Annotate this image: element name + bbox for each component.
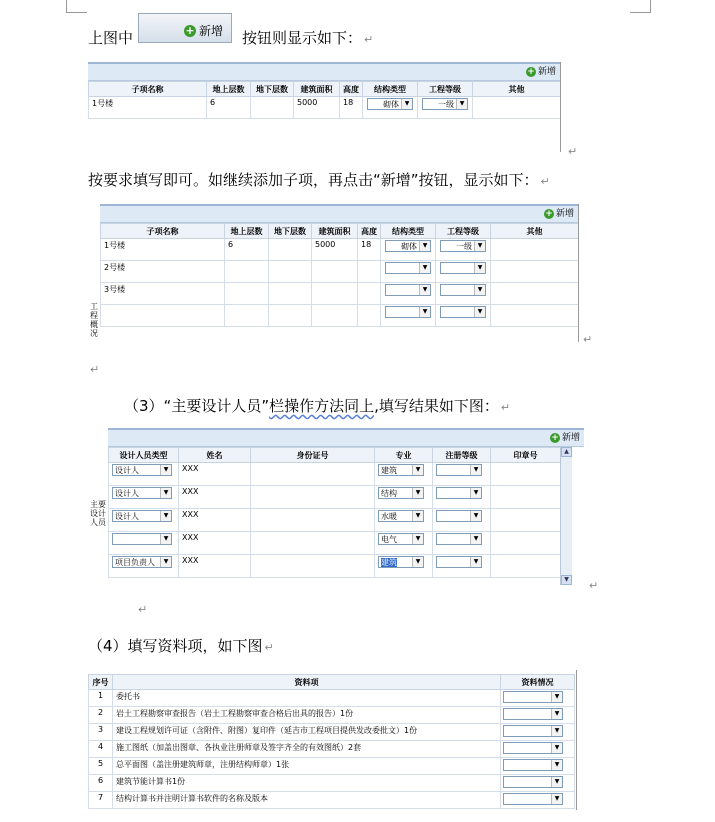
- cell-name-text: 3号楼: [104, 285, 126, 294]
- cell-height[interactable]: [340, 97, 363, 119]
- major-select-value: 建筑: [381, 558, 397, 567]
- chevron-down-icon: ▼: [470, 488, 481, 498]
- cell-status: [501, 741, 575, 758]
- chevron-down-icon: ▼: [551, 760, 562, 770]
- paragraph-mark: ↵: [138, 603, 148, 616]
- cell-type: [109, 463, 179, 486]
- column-header: 结构类型: [363, 82, 418, 97]
- crop-mark-right: [630, 0, 651, 13]
- major-select-value: 水暖: [381, 512, 397, 521]
- paragraph-3: （3）“主要设计人员”栏操作方法同上,填写结果如下图： ↵: [124, 397, 511, 415]
- cell-type: [109, 486, 179, 509]
- paragraph-2: 按要求填写即可。如继续添加子项，再点击“新增”按钮，显示如下： ↵: [88, 171, 550, 189]
- table-row: [89, 792, 575, 809]
- cell-status: [501, 690, 575, 707]
- cell-id[interactable]: [251, 532, 375, 555]
- column-header: 资料情况: [501, 675, 575, 690]
- cell-height-text: 18: [343, 98, 354, 107]
- chevron-down-icon: ▼: [474, 241, 485, 251]
- struct-select-value: 砌体: [383, 100, 399, 109]
- scroll-down-icon[interactable]: ▼: [561, 575, 572, 585]
- chevron-down-icon: ▼: [470, 534, 481, 544]
- cell-name-text: XXX: [182, 556, 199, 565]
- plus-icon: +: [545, 209, 553, 219]
- cell-struct: [363, 97, 418, 119]
- cell-item: 结构计算书并注明计算书软件的名称及版本: [113, 792, 501, 809]
- major-select[interactable]: [378, 533, 424, 545]
- cell-below[interactable]: [269, 305, 312, 327]
- cell-area[interactable]: [312, 239, 358, 261]
- cell-struct: [381, 261, 436, 283]
- grade-select[interactable]: [440, 262, 486, 274]
- side-label-overview: 工 程 概 况: [90, 302, 98, 338]
- cell-no: 1: [89, 690, 113, 707]
- designer-type-select-value: 设计人: [115, 489, 139, 498]
- table-row: [89, 724, 575, 741]
- level-select[interactable]: [436, 533, 482, 545]
- chevron-down-icon: ▼: [160, 534, 171, 544]
- add-button[interactable]: + 新增: [545, 209, 574, 219]
- paragraph-mark: ↵: [589, 579, 599, 592]
- column-header: 地上层数: [207, 82, 251, 97]
- cell-name[interactable]: [89, 97, 207, 119]
- chevron-down-icon: ▼: [474, 263, 485, 273]
- cell-area[interactable]: [312, 305, 358, 327]
- status-select[interactable]: [503, 776, 563, 788]
- chevron-down-icon: ▼: [160, 511, 171, 521]
- scroll-up-icon[interactable]: ▲: [561, 447, 572, 457]
- cell-status: [501, 792, 575, 809]
- cell-name[interactable]: [101, 305, 225, 327]
- chevron-down-icon: ▼: [412, 534, 423, 544]
- cell-level: [433, 532, 491, 555]
- table-row: [109, 463, 561, 486]
- struct-select[interactable]: [385, 262, 431, 274]
- chevron-down-icon: ▼: [412, 511, 423, 521]
- major-select[interactable]: [378, 510, 424, 522]
- cell-seal[interactable]: [491, 532, 561, 555]
- cell-name[interactable]: [101, 283, 225, 305]
- chevron-down-icon: ▼: [551, 777, 562, 787]
- designer-type-select[interactable]: [112, 533, 172, 545]
- designer-table-screenshot: [88, 428, 584, 586]
- paragraph-4: （4）填写资料项，如下图 ↵: [88, 637, 274, 655]
- cell-area[interactable]: [312, 261, 358, 283]
- cell-level: [433, 486, 491, 509]
- plus-icon: +: [185, 23, 195, 37]
- chevron-down-icon: ▼: [160, 488, 171, 498]
- cell-height[interactable]: [358, 283, 381, 305]
- column-header: 地上层数: [225, 224, 269, 239]
- chevron-down-icon: ▼: [551, 743, 562, 753]
- table-header-row: [89, 675, 575, 690]
- table-row: [89, 690, 575, 707]
- cell-name[interactable]: [101, 239, 225, 261]
- paragraph-mark: ↵: [90, 363, 100, 376]
- column-header: 建筑面积: [312, 224, 358, 239]
- grade-select[interactable]: [440, 240, 486, 252]
- cell-id[interactable]: [251, 509, 375, 532]
- level-select[interactable]: [436, 556, 482, 568]
- struct-select[interactable]: [385, 306, 431, 318]
- cell-height-text: 18: [361, 240, 372, 249]
- cell-item: 岩土工程勘察审查报告（岩土工程勘察审查合格后出具的报告）1份: [113, 707, 501, 724]
- subitem-table-2: [100, 223, 579, 327]
- cell-name[interactable]: [179, 486, 251, 509]
- cell-height[interactable]: [358, 305, 381, 327]
- struct-select[interactable]: [385, 240, 431, 252]
- struct-select-value: 砌体: [401, 242, 417, 251]
- column-header: 身份证号: [251, 448, 375, 463]
- cell-id[interactable]: [251, 463, 375, 486]
- designer-type-select[interactable]: [112, 556, 172, 568]
- column-header: 子项名称: [89, 82, 207, 97]
- cell-item: 总平面图（盖注册建筑师章，注册结构师章）1张: [113, 758, 501, 775]
- grade-select[interactable]: [440, 284, 486, 296]
- cell-level: [433, 509, 491, 532]
- chevron-down-icon: ▼: [412, 465, 423, 475]
- chevron-down-icon: ▼: [470, 465, 481, 475]
- cell-name-text: XXX: [182, 464, 199, 473]
- cell-type: [109, 555, 179, 578]
- cell-name-text: XXX: [182, 510, 199, 519]
- cell-grade: [436, 239, 491, 261]
- column-header: 姓名: [179, 448, 251, 463]
- cell-above[interactable]: [225, 283, 269, 305]
- grade-select-value: 一级: [456, 242, 472, 251]
- cell-grade: [436, 305, 491, 327]
- chevron-down-icon: ▼: [456, 99, 467, 109]
- cell-name[interactable]: [179, 532, 251, 555]
- add-button[interactable]: + 新增: [551, 433, 580, 443]
- grade-select-value: 一级: [438, 100, 454, 109]
- grade-select[interactable]: [440, 306, 486, 318]
- column-header: 其他: [491, 224, 579, 239]
- column-header: 印章号: [491, 448, 561, 463]
- cell-level: [433, 463, 491, 486]
- cell-type: [109, 509, 179, 532]
- cell-no: 5: [89, 758, 113, 775]
- intro-before: 上图中: [88, 29, 134, 47]
- designer-type-select-value: 项目负责人: [115, 558, 155, 567]
- chevron-down-icon: ▼: [401, 99, 412, 109]
- cell-status: [501, 724, 575, 741]
- column-header: 结构类型: [381, 224, 436, 239]
- chevron-down-icon: ▼: [474, 285, 485, 295]
- cell-struct: [381, 305, 436, 327]
- cell-area-text: 5000: [315, 240, 336, 249]
- cell-seal[interactable]: [491, 555, 561, 578]
- cell-item: 委托书: [113, 690, 501, 707]
- cell-struct: [381, 283, 436, 305]
- cell-other[interactable]: [491, 239, 579, 261]
- struct-select[interactable]: [385, 284, 431, 296]
- material-table: [88, 674, 575, 809]
- cell-status: [501, 775, 575, 792]
- cell-height[interactable]: [358, 239, 381, 261]
- table-row: [101, 239, 579, 261]
- column-header: 高度: [358, 224, 381, 239]
- cell-name[interactable]: [179, 509, 251, 532]
- cell-major: [375, 486, 433, 509]
- table-row: [109, 555, 561, 578]
- level-select[interactable]: [436, 510, 482, 522]
- cell-other[interactable]: [491, 305, 579, 327]
- subitem-table-screenshot-2: [88, 204, 579, 342]
- chevron-down-icon: ▼: [551, 726, 562, 736]
- column-header: 其他: [473, 82, 561, 97]
- intro-after-text: 按钮则显示如下： ↵: [242, 29, 374, 47]
- chevron-down-icon: ▼: [470, 511, 481, 521]
- cell-above[interactable]: [207, 97, 251, 119]
- cell-name[interactable]: [101, 261, 225, 283]
- table-row: [89, 97, 561, 119]
- table-row: [89, 741, 575, 758]
- table-row: [101, 283, 579, 305]
- cell-no: 7: [89, 792, 113, 809]
- chevron-down-icon: ▼: [412, 557, 423, 567]
- table-row: [109, 486, 561, 509]
- designer-type-select-value: 设计人: [115, 512, 139, 521]
- column-header: 工程等级: [436, 224, 491, 239]
- cell-item: 建设工程规划许可证（含附件、附图）复印件（延吉市工程项目提供发改委批文）1份: [113, 724, 501, 741]
- cell-grade: [436, 283, 491, 305]
- status-select[interactable]: [503, 793, 563, 805]
- cell-below[interactable]: [269, 239, 312, 261]
- column-header: 资料项: [113, 675, 501, 690]
- cell-seal[interactable]: [491, 486, 561, 509]
- cell-other[interactable]: [491, 283, 579, 305]
- cell-below[interactable]: [251, 97, 294, 119]
- cell-above[interactable]: [225, 261, 269, 283]
- cell-major: [375, 532, 433, 555]
- cell-name[interactable]: [179, 463, 251, 486]
- table-row: [89, 707, 575, 724]
- add-button-label: 新增: [198, 24, 223, 38]
- side-label-designers: 主要 设计 人员: [90, 500, 106, 527]
- cell-no: 2: [89, 707, 113, 724]
- major-select[interactable]: [378, 556, 424, 568]
- cell-area-text: 5000: [297, 98, 318, 107]
- cell-grade: [418, 97, 473, 119]
- column-header: 注册等级: [433, 448, 491, 463]
- chevron-down-icon: ▼: [419, 241, 430, 251]
- cell-no: 4: [89, 741, 113, 758]
- column-header: 专业: [375, 448, 433, 463]
- chevron-down-icon: ▼: [412, 488, 423, 498]
- cell-name-text: 1号楼: [92, 99, 114, 108]
- cell-status: [501, 758, 575, 775]
- cell-above[interactable]: [225, 239, 269, 261]
- column-header: 建筑面积: [294, 82, 340, 97]
- cell-major: [375, 555, 433, 578]
- cell-name-text: XXX: [182, 533, 199, 542]
- chevron-down-icon: ▼: [160, 465, 171, 475]
- cell-above[interactable]: [225, 305, 269, 327]
- cell-level: [433, 555, 491, 578]
- cell-seal[interactable]: [491, 509, 561, 532]
- chevron-down-icon: ▼: [551, 709, 562, 719]
- plus-icon: +: [551, 433, 559, 443]
- cell-struct: [381, 239, 436, 261]
- cell-name-text: XXX: [182, 487, 199, 496]
- subitem-table-screenshot-1: [88, 62, 561, 152]
- chevron-down-icon: ▼: [419, 307, 430, 317]
- column-header: 地下层数: [251, 82, 294, 97]
- cell-major: [375, 463, 433, 486]
- cell-grade: [436, 261, 491, 283]
- major-select-value: 结构: [381, 489, 397, 498]
- add-button-image: [138, 13, 232, 43]
- cell-name-text: 2号楼: [104, 263, 126, 272]
- cell-above-text: 6: [228, 240, 234, 249]
- status-select[interactable]: [503, 725, 563, 737]
- cell-type: [109, 532, 179, 555]
- chevron-down-icon: ▼: [419, 263, 430, 273]
- major-select[interactable]: [378, 464, 424, 476]
- intro-paragraph: [88, 28, 133, 48]
- cell-major: [375, 509, 433, 532]
- cell-item: 施工图纸（加盖出图章、各执业注册师章及签字齐全的有效图纸）2套: [113, 741, 501, 758]
- column-header: 地下层数: [269, 224, 312, 239]
- designer-type-select[interactable]: [112, 510, 172, 522]
- vertical-scrollbar[interactable]: [560, 447, 572, 585]
- chevron-down-icon: ▼: [160, 557, 171, 567]
- cell-below[interactable]: [269, 283, 312, 305]
- cell-id[interactable]: [251, 486, 375, 509]
- chevron-down-icon: ▼: [419, 285, 430, 295]
- crop-mark-left: [66, 0, 87, 13]
- material-table-screenshot: [88, 670, 577, 810]
- major-select-value: 建筑: [381, 466, 397, 475]
- cell-no: 3: [89, 724, 113, 741]
- major-select-value: 电气: [381, 535, 397, 544]
- paragraph-mark: ↵: [568, 145, 578, 158]
- chevron-down-icon: ▼: [470, 557, 481, 567]
- column-header: 序号: [89, 675, 113, 690]
- chevron-down-icon: ▼: [551, 794, 562, 804]
- designer-type-select[interactable]: [112, 487, 172, 499]
- paragraph-mark: ↵: [583, 333, 593, 346]
- add-button[interactable]: + 新增: [527, 67, 556, 77]
- column-header: 设计人员类型: [109, 448, 179, 463]
- struct-select[interactable]: [367, 98, 413, 110]
- cell-height[interactable]: [358, 261, 381, 283]
- cell-other[interactable]: [491, 261, 579, 283]
- designer-table: [108, 447, 561, 578]
- level-select[interactable]: [436, 464, 482, 476]
- table-row: [101, 261, 579, 283]
- column-header: 高度: [340, 82, 363, 97]
- cell-other[interactable]: [473, 97, 561, 119]
- cell-area[interactable]: [312, 283, 358, 305]
- cell-id[interactable]: [251, 555, 375, 578]
- major-select[interactable]: [378, 487, 424, 499]
- table-header-row: [89, 82, 561, 97]
- cell-name-text: 1号楼: [104, 241, 126, 250]
- grade-select[interactable]: [422, 98, 468, 110]
- status-select[interactable]: [503, 691, 563, 703]
- cell-above-text: 6: [210, 98, 216, 107]
- cell-no: 6: [89, 775, 113, 792]
- plus-icon: +: [527, 67, 535, 77]
- level-select[interactable]: [436, 487, 482, 499]
- table-header-row: [101, 224, 579, 239]
- designer-type-select-value: 设计人: [115, 466, 139, 475]
- chevron-down-icon: ▼: [474, 307, 485, 317]
- table-row: [101, 305, 579, 327]
- table-row: [109, 509, 561, 532]
- cell-below[interactable]: [269, 261, 312, 283]
- designer-type-select[interactable]: [112, 464, 172, 476]
- cell-item: 建筑节能计算书1份: [113, 775, 501, 792]
- subitem-table-1: [88, 81, 561, 119]
- cell-status: [501, 707, 575, 724]
- chevron-down-icon: ▼: [551, 692, 562, 702]
- status-select[interactable]: [503, 759, 563, 771]
- table-row: [109, 532, 561, 555]
- cell-area[interactable]: [294, 97, 340, 119]
- column-header: 工程等级: [418, 82, 473, 97]
- cell-seal[interactable]: [491, 463, 561, 486]
- status-select[interactable]: [503, 742, 563, 754]
- table-header-row: [109, 448, 561, 463]
- status-select[interactable]: [503, 708, 563, 720]
- cell-name[interactable]: [179, 555, 251, 578]
- table-row: [89, 775, 575, 792]
- column-header: 子项名称: [101, 224, 225, 239]
- table-row: [89, 758, 575, 775]
